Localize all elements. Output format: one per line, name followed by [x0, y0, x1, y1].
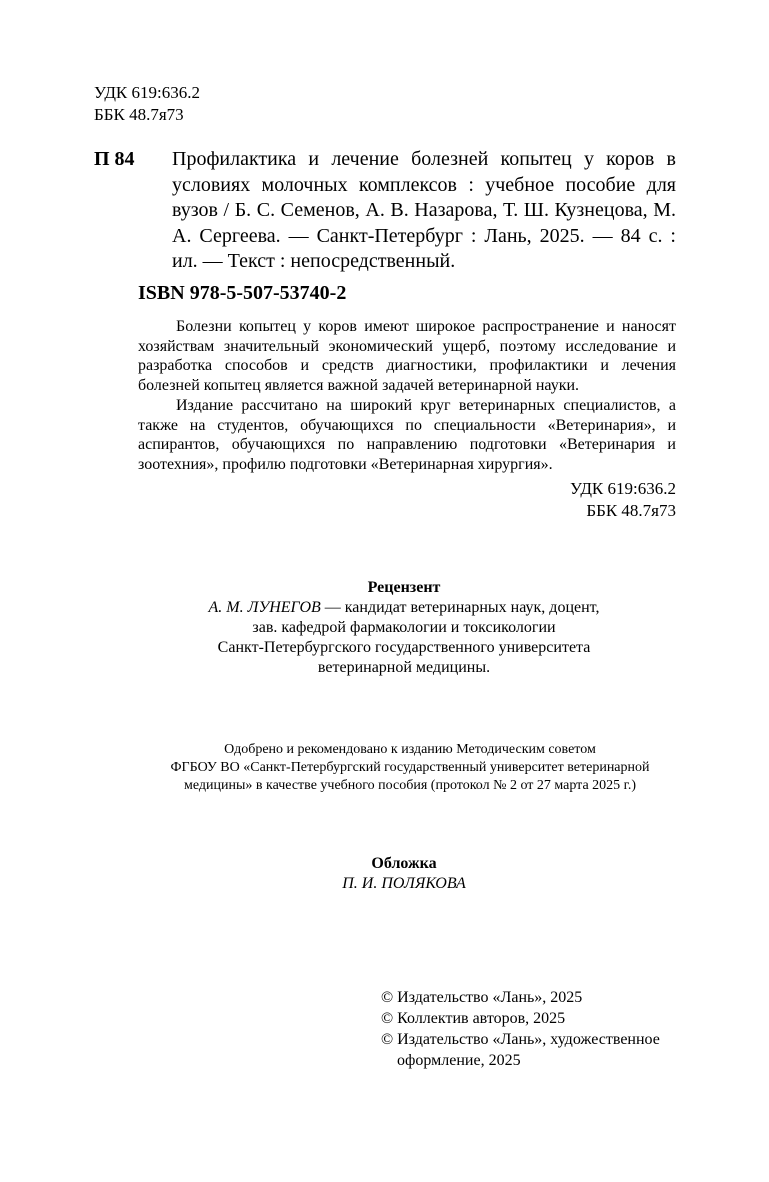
cover-heading: Обложка — [371, 855, 437, 872]
approval-line: ФГБОУ ВО «Санкт-Петербургский государственный университет ветеринарной — [170, 759, 650, 775]
reviewer-heading: Рецензент — [367, 579, 441, 596]
approval-line: Одобрено и рекомендовано к изданию Методическим советом — [224, 742, 596, 757]
copyright-block — [381, 987, 681, 1071]
bibliographic-description: Профилактика и лечение болезней копытец у коров в условиях молочных комплексов : учебное пособие для вузов / Б. С. Семенов, А. В. Назарова, Т. Ш. Кузнецова, М. А. Сергеева. — Санкт-Петербург : Лань, 2025. — 84 с. : ил. — Текст : непосредственный. — [172, 148, 676, 272]
udk-code: УДК 619:636.2 — [94, 83, 200, 102]
udk-code: УДК 619:636.2 — [570, 479, 676, 498]
reviewer-credentials: — кандидат ветеринарных наук, доцент, — [320, 599, 600, 616]
copyright-line: © Издательство «Лань», 2025 — [381, 989, 583, 1006]
author-sign: П 84 — [94, 148, 135, 170]
reviewer-name: А. М. ЛУНЕГОВ — [208, 599, 321, 616]
annotation-paragraph: Издание рассчитано на широкий круг ветеринарных специалистов, а также на студентов, обучающихся по специальности «Ветеринария», и аспирантов, обучающихся по направлению подготовки «Ветеринария и зоотехния», профилю подготовки «Ветеринарная хирургия». — [138, 396, 676, 473]
cover-designer: П. И. ПОЛЯКОВА — [342, 875, 466, 892]
bbk-code: ББК 48.7я73 — [94, 105, 184, 124]
copyright-line: © Издательство «Лань», художественное — [381, 1031, 660, 1048]
reviewer-line — [104, 598, 704, 618]
copyright-line: © Коллектив авторов, 2025 — [381, 1010, 566, 1027]
annotation — [138, 317, 676, 475]
reviewer-block — [104, 578, 704, 678]
reviewer-line: ветеринарной медицины. — [317, 659, 491, 676]
copyright-line: оформление, 2025 — [397, 1052, 521, 1069]
classification-bottom — [520, 478, 676, 522]
reviewer-line: зав. кафедрой фармакологии и токсикологии — [252, 619, 556, 636]
approval-line: медицины» в качестве учебного пособия (протокол № 2 от 27 марта 2025 г.) — [184, 777, 636, 793]
bbk-code: ББК 48.7я73 — [586, 501, 676, 520]
approval-notice — [94, 741, 726, 794]
isbn: ISBN 978-5-507-53740-2 — [138, 282, 347, 304]
annotation-paragraph: Болезни копытец у коров имеют широкое распространение и наносят хозяйствам значительный экономический ущерб, поэтому исследование и разработка способов и средств диагностики, профилактики и лечения болезней копытец является важной задачей ветеринарной науки. — [138, 318, 676, 395]
cover-credit — [104, 854, 704, 894]
bibliographic-entry — [94, 147, 676, 275]
reviewer-line: Санкт-Петербургского государственного университета — [217, 639, 591, 656]
classification-top — [94, 82, 200, 126]
